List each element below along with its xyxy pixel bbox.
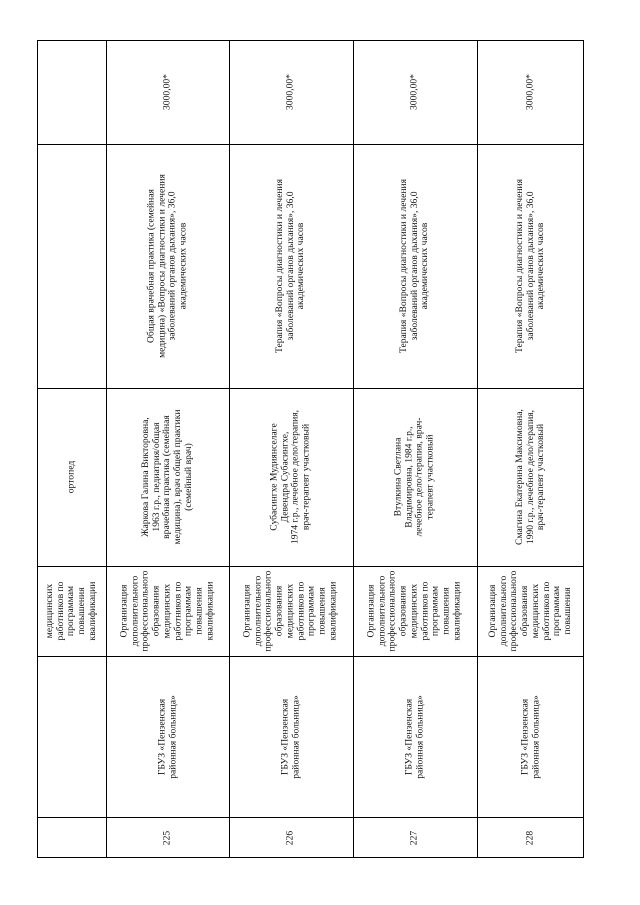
row3-specialist [353,388,477,566]
row1-number [106,817,229,858]
row0-specialist [37,388,106,566]
program-type-line: медицинских [161,583,173,639]
specialist-line: 1974 г.р., лечебное дело/терапия, [290,409,301,545]
row2-course [229,144,353,388]
course-line: Терапия «Вопросы диагностики и лечения [513,178,525,354]
course-line: академических часов [419,222,431,310]
row2-number [229,817,353,858]
row1-course [106,144,229,388]
org-line: ГБУЗ «Пензенская [518,698,530,775]
specialist-line: Девендра Субасингхе, [279,431,291,523]
program-type-line: медицинских [408,583,420,639]
course-line: заболеваний органов дыхания», 36,0 [524,191,536,341]
specialist-line: врач-терапевт участковый [534,423,546,531]
row2-specialist [229,388,353,566]
course-line: заболеваний органов дыхания», 36,0 [408,191,420,341]
program-type-line: программам [550,585,562,637]
program-type-line: программам [182,585,194,637]
program-type-line: образования [150,585,162,637]
row3-course [353,144,477,388]
row4-program-type [477,566,584,656]
program-type-line: медицинских [43,583,55,639]
program-type-line: квалификации [327,581,339,641]
specialist-line: 1990 г.р., лечебное дело/терапия, [524,409,536,545]
specialist-line: лечебное дело/терапия, врач- [414,417,425,537]
specialist-line: терапевт участковый [424,434,436,520]
program-type-line: квалификации [451,581,463,641]
program-type-line: профессионального [387,570,399,652]
program-type-line: работников по [295,581,307,641]
program-type-line: квалификации [204,581,216,641]
specialist-line: медицина), врач общей практики [171,409,183,545]
price-value: 3000,00* [161,74,173,110]
row2-program-type [229,566,353,656]
course-line: Терапия «Вопросы диагностики и лечения [397,178,409,354]
program-type-line: Организация [486,584,498,638]
program-type-line: работников по [171,581,183,641]
row1-price [106,40,229,144]
specialist-line: Втулкина Светлана [392,437,404,517]
specialist-line: 1963 г.р., педиатрия/общая [150,422,162,532]
program-type-line: программам [306,585,318,637]
row-number: 227 [408,830,420,845]
program-type-line: работников по [54,581,66,641]
course-line: академических часов [295,222,307,310]
price-value: 3000,00* [408,74,420,110]
program-type-line: работников по [540,581,552,641]
course-line: медицина) «Вопросы диагностики и лечения [155,174,167,358]
program-type-line: дополнительного [497,575,509,647]
specialist-line: Субасингхе Мудиянселаге [268,423,280,531]
price-value: 3000,00* [284,74,296,110]
program-type-line: программам [65,585,77,637]
program-type-line: Организация [118,584,130,638]
row3-price [353,40,477,144]
row1-program-type [106,566,229,656]
course-line: заболеваний органов дыхания», 36,0 [166,191,178,341]
program-type-line: повышения [75,587,87,635]
program-type-line: повышения [561,587,573,635]
price-value: 3000,00* [524,74,536,110]
row-number: 225 [161,830,173,845]
program-type-line: медицинских [284,583,296,639]
course-line: заболеваний органов дыхания», 36,0 [284,191,296,341]
program-type-line: повышения [316,587,328,635]
row2-organization [229,656,353,817]
row4-organization [477,656,584,817]
program-type-line: профессионального [139,570,151,652]
row4-number [477,817,584,858]
org-line: районная больница» [414,694,425,779]
program-type-line: дополнительного [252,575,264,647]
row4-specialist [477,388,584,566]
course-line: Общая врачебная практика (семейная [145,189,157,343]
program-type-line: Организация [365,584,377,638]
org-line: районная больница» [166,694,178,779]
org-line: ГБУЗ «Пензенская [155,698,167,775]
program-type-line: дополнительного [376,575,388,647]
program-type-line: дополнительного [128,575,140,647]
program-type-line: Организация [241,584,253,638]
row1-organization [106,656,229,817]
row-number: 226 [284,830,296,845]
specialist-line: врач-терапевт участковый [300,423,312,531]
program-type-line: повышения [193,587,205,635]
org-line: ГБУЗ «Пензенская [279,698,291,775]
course-line: академических часов [177,222,189,310]
row3-organization [353,656,477,817]
course-line: академических часов [534,222,546,310]
program-type-line: работников по [419,581,431,641]
program-type-line: медицинских [529,583,541,639]
program-type-line: профессионального [263,570,275,652]
row0-program-type [37,566,106,656]
org-line: районная больница» [529,694,541,779]
row2-price [229,40,353,144]
specialist-line: Владимировна, 1984 г.р., [403,426,415,528]
row3-number [353,817,477,858]
row4-course [477,144,584,388]
row-number: 228 [524,830,536,845]
specialist-line: врачебная практика (семейная [161,415,173,539]
program-type-line: повышения [440,587,452,635]
specialist-line: ортопед [65,460,77,494]
program-type-line: образования [518,585,530,637]
org-line: ГБУЗ «Пензенская [403,698,415,775]
row4-price [477,40,584,144]
program-type-line: квалификации [86,581,98,641]
org-line: районная больница» [290,694,301,779]
row1-specialist [106,388,229,566]
program-type-line: программам [430,585,442,637]
specialist-line: (семейный врач) [182,443,194,511]
program-type-line: профессионального [508,570,520,652]
specialist-line: Жаркова Галина Викторовна, [139,417,151,537]
program-type-line: образования [273,585,285,637]
specialist-line: Смагина Екатерина Максимовна, [513,409,525,545]
program-type-line: образования [397,585,409,637]
course-line: Терапия «Вопросы диагностики и лечения [273,178,285,354]
row3-program-type [353,566,477,656]
